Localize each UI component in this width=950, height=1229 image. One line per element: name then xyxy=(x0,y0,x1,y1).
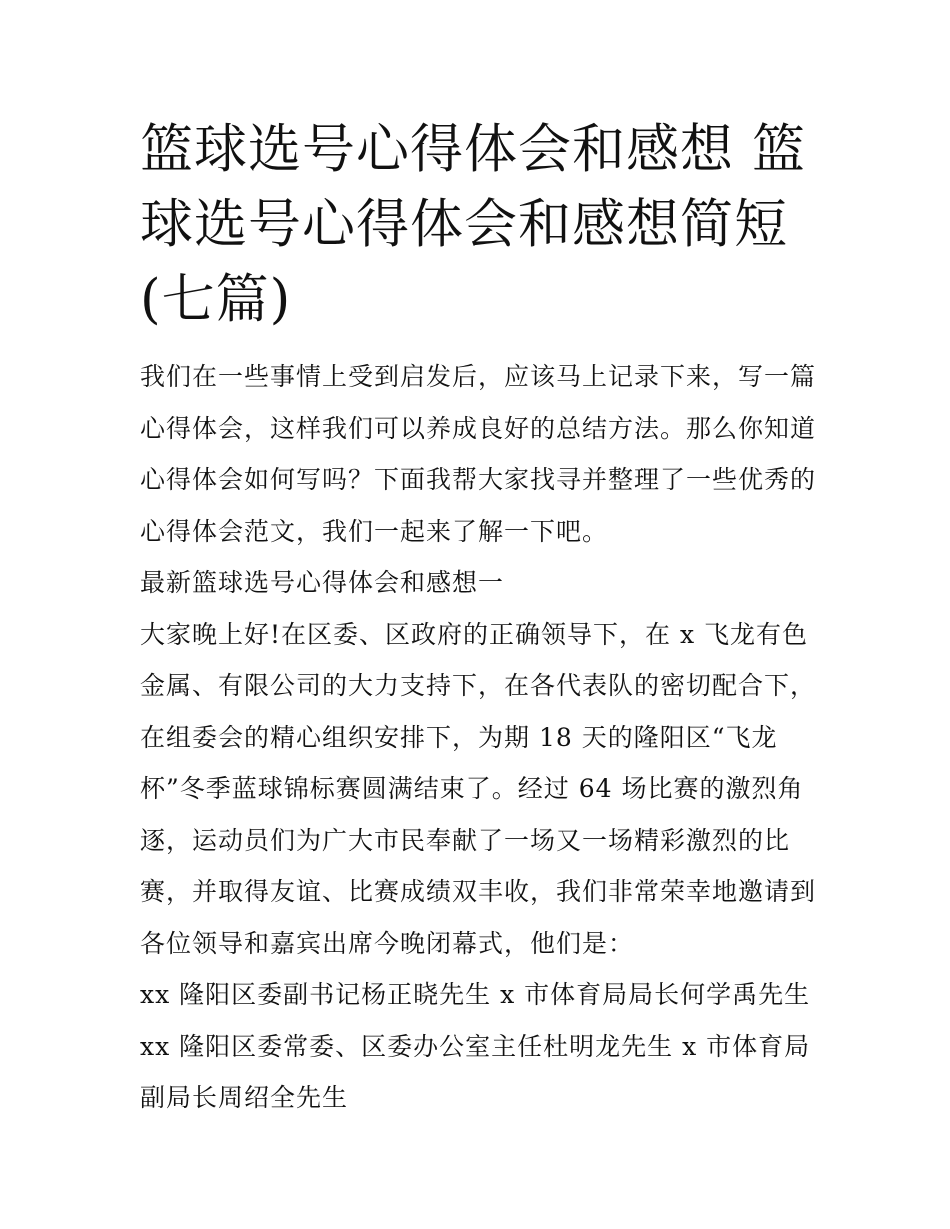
document-title: 篮球选号心得体会和感想 篮球选号心得体会和感想简短(七篇) xyxy=(140,119,806,330)
speech-paragraph: 大家晚上好!在区委、区政府的正确领导下，在 x 飞龙有色金属、有限公司的大力支持下，在各代表队的密切配合下，在组委会的精心组织安排下，为期 18 天的隆阳区“飞龙杯”冬季蓝球锦标赛圆满结束了。经过 64 场比赛的激烈角逐，运动员们为广大市民奉献了一场又一场精彩激烈的比赛，并取得友谊、比赛成绩双丰收，我们非常荣幸地邀请到各位领导和嘉宾出席今晚闭幕式，他们是： xyxy=(140,619,817,958)
guest-list-paragraph: xx 隆阳区委副书记杨正晓先生 x 市体育局局长何学禹先生 xx 隆阳区委常委、区委办公室主任杜明龙先生 x 市体育局副局长周绍全先生 xyxy=(140,980,811,1112)
document-body xyxy=(140,351,820,1124)
section-heading: 最新篮球选号心得体会和感想一 xyxy=(140,568,505,597)
document-page xyxy=(140,112,820,1124)
intro-paragraph: 我们在一些事情上受到启发后，应该马上记录下来，写一篇心得体会，这样我们可以养成良好的总结方法。那么你知道心得体会如何写吗？下面我帮大家找寻并整理了一些优秀的心得体会范文，我们一起来了解一下吧。 xyxy=(140,362,817,546)
